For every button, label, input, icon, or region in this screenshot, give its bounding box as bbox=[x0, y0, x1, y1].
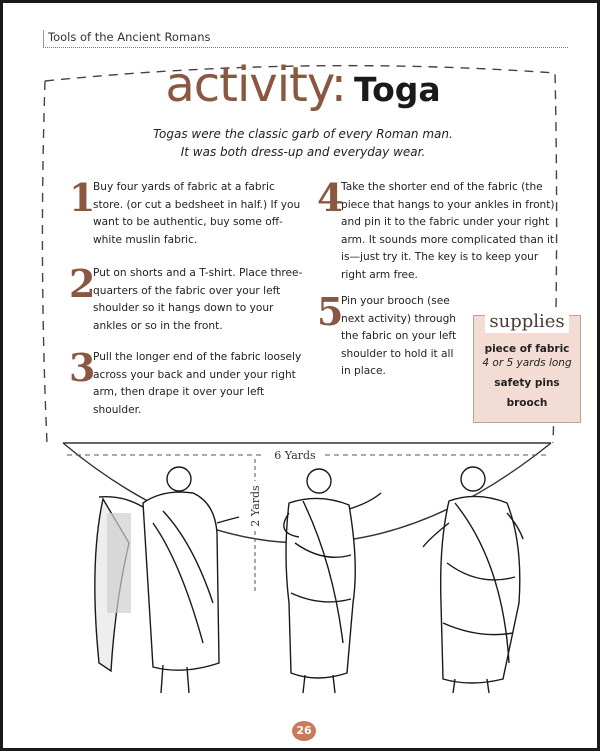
step-number: 4 bbox=[317, 175, 344, 220]
intro-text bbox=[123, 125, 483, 161]
intro-line: It was both dress-up and everyday wear. bbox=[180, 145, 426, 159]
supply-item: safety pins bbox=[494, 377, 560, 389]
figure-wrapped bbox=[284, 469, 381, 693]
step-number: 5 bbox=[317, 289, 344, 334]
figure-finished bbox=[423, 467, 523, 693]
step-number: 1 bbox=[69, 175, 96, 220]
step-text: Take the shorter end of the fabric (the piece that hangs to your ankles in front) and pin it to the fabric under your right arm. It sounds more complicated than it is—just try it. The key is to keep your right arm free. bbox=[341, 181, 555, 281]
step-4 bbox=[317, 175, 555, 284]
width-label: 6 Yards bbox=[274, 449, 316, 462]
activity-title bbox=[3, 57, 600, 113]
running-head: Tools of the Ancient Romans bbox=[43, 30, 568, 48]
step-number: 2 bbox=[69, 261, 96, 306]
activity-word: activity: bbox=[165, 57, 346, 113]
step-text: Put on shorts and a T-shirt. Place three-quarters of the fabric over your left shoulder so it hangs down to your ankles or so in the front. bbox=[93, 267, 303, 332]
figure-draping bbox=[95, 467, 239, 693]
step-text: Pull the longer end of the fabric loosely across your back and under your right arm, then drape it over your left shoulder. bbox=[93, 351, 302, 416]
page-number: 26 bbox=[292, 721, 316, 741]
supply-item: piece of fabric bbox=[484, 343, 570, 355]
step-text: Buy four yards of fabric at a fabric store. (or cut a bedsheet in half.) If you want to be authentic, buy some off-white muslin fabric. bbox=[93, 181, 301, 246]
intro-line: Togas were the classic garb of every Roman man. bbox=[153, 127, 453, 141]
step-number: 3 bbox=[69, 345, 96, 390]
subject-word: Toga bbox=[353, 70, 441, 109]
supplies-heading: supplies bbox=[485, 311, 568, 333]
supplies-box bbox=[473, 311, 581, 423]
step-2 bbox=[69, 261, 307, 335]
step-3 bbox=[69, 345, 307, 419]
step-text: Pin your brooch (see next activity) through the fabric on your left shoulder to hold it all in place. bbox=[341, 295, 457, 377]
supply-note: 4 or 5 yards long bbox=[482, 357, 572, 369]
height-label: 2 Yards bbox=[249, 485, 262, 527]
dashed-frame-left bbox=[42, 81, 47, 443]
supply-item: brooch bbox=[506, 397, 548, 409]
step-1 bbox=[69, 175, 307, 249]
step-5 bbox=[317, 289, 463, 381]
